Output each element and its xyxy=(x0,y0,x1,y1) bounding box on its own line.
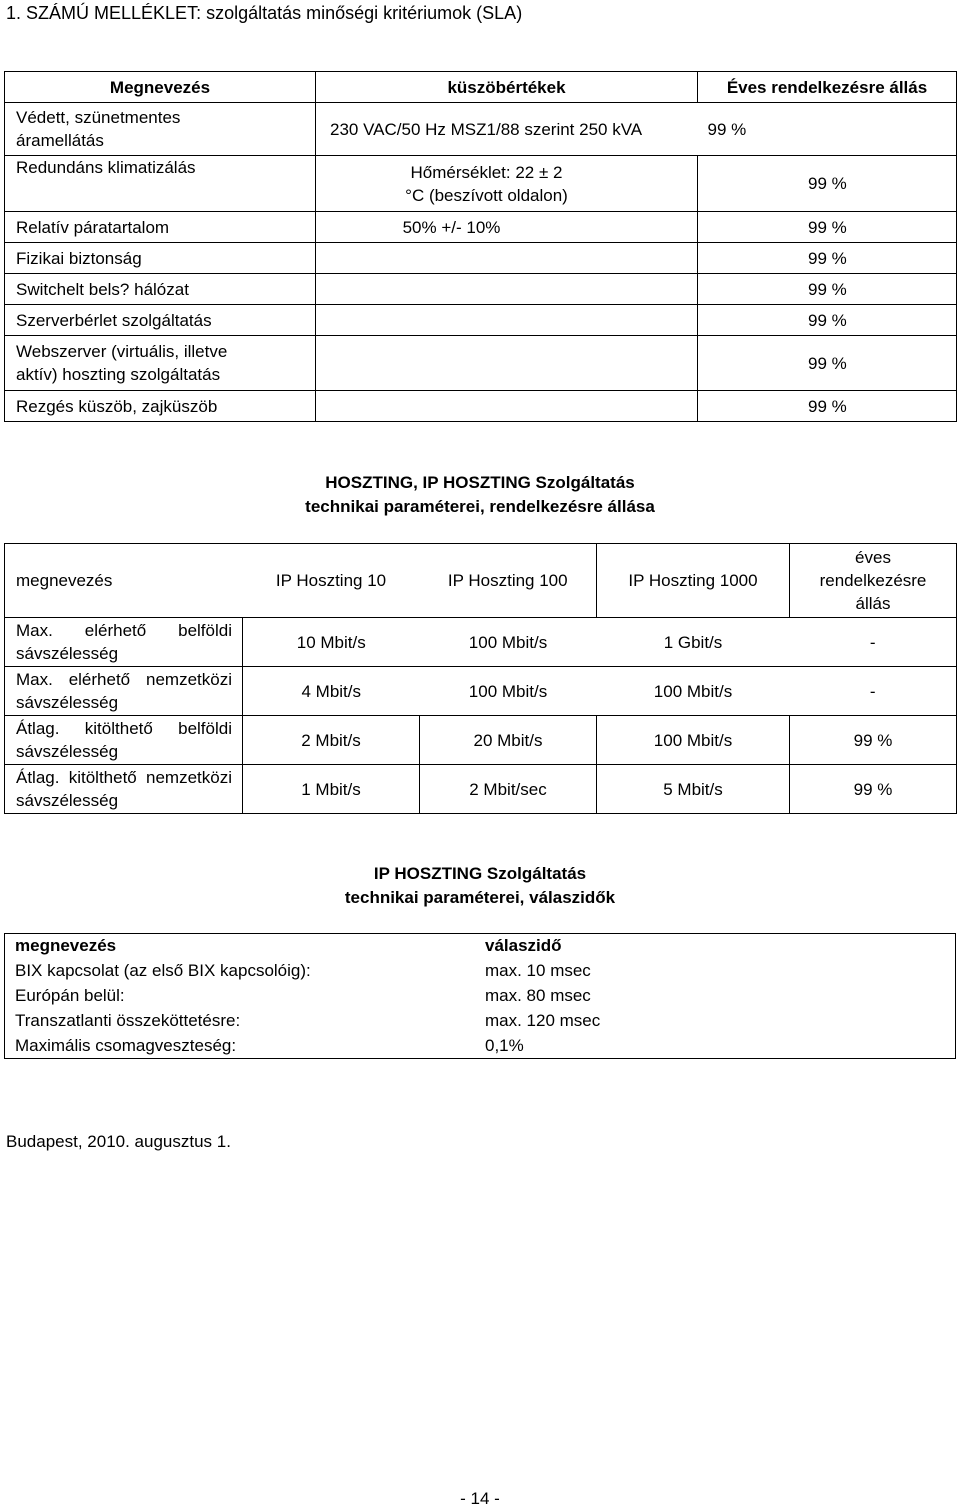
table-row xyxy=(5,391,957,422)
response-table xyxy=(4,933,956,1058)
table-row xyxy=(5,618,957,667)
sla-row-threshold: 50% +/- 10% xyxy=(316,212,698,243)
sla-row-availability: 99 % xyxy=(698,103,957,156)
hosting-row-ip10: 4 Mbit/s xyxy=(243,667,420,716)
page-heading: 1. SZÁMÚ MELLÉKLET: szolgáltatás minőségi kritériumok (SLA) xyxy=(6,3,523,23)
sla-row-availability: 99 % xyxy=(698,336,957,391)
label-word: sávszélesség xyxy=(16,791,119,810)
hosting-row-ip100: 2 Mbit/sec xyxy=(420,765,597,814)
label-word: nemzetközi xyxy=(146,670,232,689)
hosting-row-availability: - xyxy=(790,618,957,667)
response-header-name: megnevezés xyxy=(15,936,117,955)
sla-row-name: Relatív páratartalom xyxy=(5,212,316,243)
table-row xyxy=(5,156,957,212)
hosting-header-ip1000: IP Hoszting 1000 xyxy=(597,544,790,618)
response-section-title xyxy=(0,862,960,910)
sla-header-name: Megnevezés xyxy=(5,72,316,103)
response-title-line1: IP HOSZTING Szolgáltatás xyxy=(373,864,587,883)
hosting-header-ip100: IP Hoszting 100 xyxy=(420,544,597,618)
hosting-row-ip100: 100 Mbit/s xyxy=(420,667,597,716)
hosting-row-ip1000: 100 Mbit/s xyxy=(597,716,790,765)
hosting-row-ip100: 100 Mbit/s xyxy=(420,618,597,667)
label-word: Átlag. xyxy=(16,719,60,738)
table-row xyxy=(5,305,957,336)
response-header-value: válaszidő xyxy=(485,936,562,955)
hosting-row-label xyxy=(5,716,243,765)
sla-row-threshold xyxy=(316,274,698,305)
response-row-value: 0,1% xyxy=(485,1036,524,1055)
table-row xyxy=(4,983,956,1008)
label-word: kitölthető xyxy=(84,719,153,738)
hosting-row-availability: 99 % xyxy=(790,716,957,765)
sla-row-threshold xyxy=(316,305,698,336)
response-header-row xyxy=(4,933,956,958)
sla-row-availability: 99 % xyxy=(698,156,957,212)
sla-row-name: Redundáns klimatizálás xyxy=(5,156,316,212)
table-row xyxy=(5,765,957,814)
hosting-row-ip10: 2 Mbit/s xyxy=(243,716,420,765)
hosting-row-availability: - xyxy=(790,667,957,716)
label-word: Max. xyxy=(16,670,53,689)
response-row-value: max. 80 msec xyxy=(485,986,591,1005)
hosting-row-ip1000: 1 Gbit/s xyxy=(597,618,790,667)
sla-row-name: Szerverbérlet szolgáltatás xyxy=(5,305,316,336)
table-row xyxy=(5,243,957,274)
hosting-table xyxy=(4,543,957,814)
page-number: - 14 - xyxy=(460,1489,500,1508)
sla-row-name: Védett, szünetmentes áramellátás xyxy=(5,103,316,156)
label-word: sávszélesség xyxy=(16,693,119,712)
hosting-row-ip10: 1 Mbit/s xyxy=(243,765,420,814)
hosting-row-label xyxy=(5,765,243,814)
label-word: kitölthető xyxy=(68,768,137,787)
table-row xyxy=(5,667,957,716)
label-word: Átlag. xyxy=(16,768,60,787)
response-row-value: max. 10 msec xyxy=(485,961,591,980)
sla-row-threshold xyxy=(316,336,698,391)
hosting-title-line1: HOSZTING, IP HOSZTING Szolgáltatás xyxy=(325,473,635,492)
sla-row-availability: 99 % xyxy=(698,305,957,336)
table-row xyxy=(5,336,957,391)
sla-table xyxy=(4,71,957,422)
sla-header-threshold: küszöbértékek xyxy=(316,72,698,103)
sla-row-availability: 99 % xyxy=(698,243,957,274)
response-row-value: max. 120 msec xyxy=(485,1011,601,1030)
response-row-name: Maximális csomagveszteség: xyxy=(15,1036,237,1055)
sla-header-row xyxy=(5,72,957,103)
hosting-header-ip10: IP Hoszting 10 xyxy=(243,544,420,618)
table-row xyxy=(5,212,957,243)
table-row xyxy=(5,716,957,765)
sla-header-availability: Éves rendelkezésre állás xyxy=(698,72,957,103)
response-row-name: BIX kapcsolat (az első BIX kapcsolóig): xyxy=(15,961,311,980)
hosting-row-label xyxy=(5,618,243,667)
response-row-name: Transzatlanti összeköttetésre: xyxy=(15,1011,241,1030)
sla-row-threshold: 230 VAC/50 Hz MSZ1/88 szerint 250 kVA xyxy=(316,103,698,156)
sla-row-threshold xyxy=(316,391,698,422)
response-title-line2: technikai paraméterei, válaszidők xyxy=(344,888,616,907)
sla-row-name: Rezgés küszöb, zajküszöb xyxy=(5,391,316,422)
sla-row-availability: 99 % xyxy=(698,274,957,305)
sla-row-threshold xyxy=(316,243,698,274)
date-line: Budapest, 2010. augusztus 1. xyxy=(6,1132,231,1151)
hosting-title-line2: technikai paraméterei, rendelkezésre állása xyxy=(305,497,655,516)
label-word: sávszélesség xyxy=(16,644,119,663)
hosting-row-availability: 99 % xyxy=(790,765,957,814)
table-row xyxy=(5,103,957,156)
sla-row-availability: 99 % xyxy=(698,212,957,243)
table-row xyxy=(4,1008,956,1033)
hosting-header-row xyxy=(5,544,957,618)
hosting-header-availability-text: éves rendelkezésre állás xyxy=(819,548,927,613)
hosting-section-title xyxy=(0,471,960,519)
label-word: nemzetközi xyxy=(146,768,232,787)
sla-row-name: Fizikai biztonság xyxy=(5,243,316,274)
label-word: belföldi xyxy=(178,719,232,738)
table-row xyxy=(4,1033,956,1058)
hosting-row-ip100: 20 Mbit/s xyxy=(420,716,597,765)
label-word: sávszélesség xyxy=(16,742,119,761)
sla-row-name: Webszerver (virtuális, illetve aktív) hoszting szolgáltatás xyxy=(5,336,316,391)
table-row xyxy=(5,274,957,305)
hosting-row-ip1000: 5 Mbit/s xyxy=(597,765,790,814)
sla-row-threshold xyxy=(316,156,698,212)
label-word: elérhető xyxy=(68,670,131,689)
sla-row-threshold-text: Hőmérséklet: 22 ± 2 °C (beszívott oldalon) xyxy=(405,162,568,205)
table-row xyxy=(4,958,956,983)
hosting-header-availability xyxy=(790,544,957,618)
label-word: elérhető xyxy=(84,621,147,640)
hosting-row-ip1000: 100 Mbit/s xyxy=(597,667,790,716)
sla-row-availability: 99 % xyxy=(698,391,957,422)
sla-row-name: Switchelt bels? hálózat xyxy=(5,274,316,305)
hosting-row-ip10: 10 Mbit/s xyxy=(243,618,420,667)
hosting-header-name: megnevezés xyxy=(5,544,243,618)
label-word: belföldi xyxy=(178,621,232,640)
label-word: Max. xyxy=(16,621,53,640)
response-row-name: Európán belül: xyxy=(15,986,125,1005)
hosting-row-label xyxy=(5,667,243,716)
